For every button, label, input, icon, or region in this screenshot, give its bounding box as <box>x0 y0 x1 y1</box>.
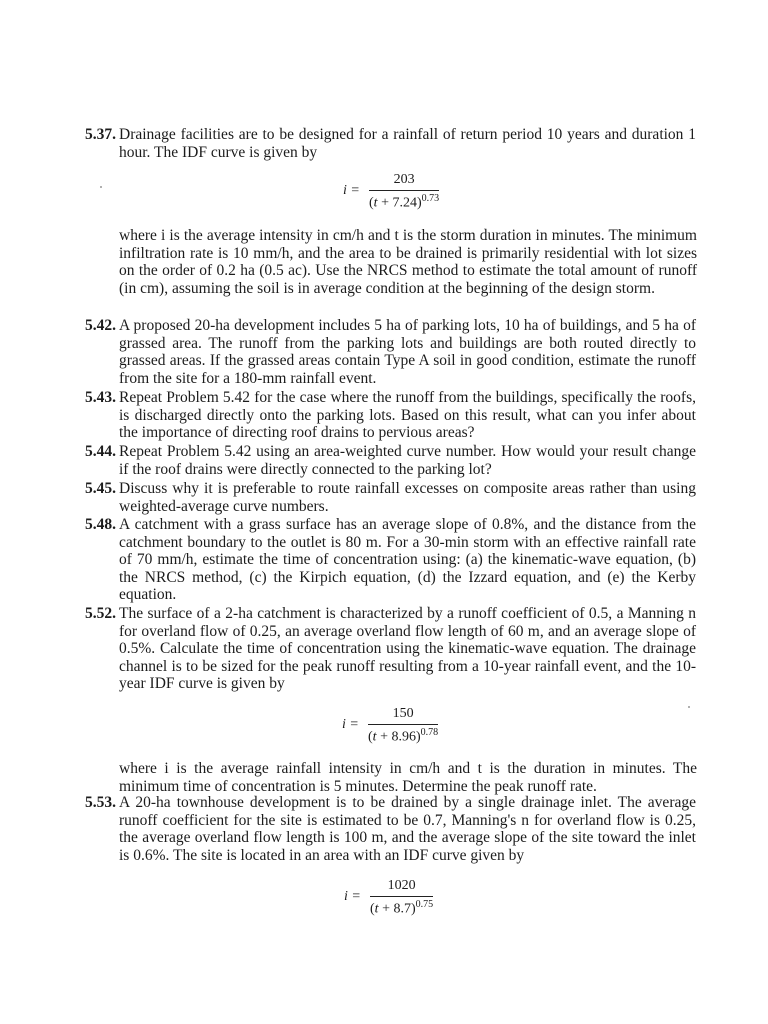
equation-exponent: 0.73 <box>421 193 440 204</box>
problem-number: 5.52. <box>85 605 116 622</box>
equation-variable: t <box>373 195 378 211</box>
problem-number: 5.44. <box>85 443 116 460</box>
equation-lhs: i = <box>344 889 361 904</box>
problem-5-43 <box>72 389 696 442</box>
scan-speck <box>100 186 102 188</box>
problem-5-45 <box>72 480 696 515</box>
problem-number: 5.43. <box>85 389 116 406</box>
problem-text: The surface of a 2-ha catchment is characterized by a runoff coefficient of 0.5, a Manning n for overland flow of 0.25, an average overland flow length of 60 m, and an average slope of 0.5%. Calculate the time of concentration using the kinematic-wave equation. The drainage channel is to be sized for the peak runoff resulting from a 10-year rainfall event, and the 10-year IDF curve is given by <box>119 605 696 693</box>
equation-denominator-rest: + 8.96) <box>376 729 421 745</box>
equation-exponent: 0.78 <box>420 727 439 738</box>
problem-number: 5.37. <box>85 126 116 143</box>
problem-text: A 20-ha townhouse development is to be drained by a single drainage inlet. The average runoff coefficient for the site is estimated to be 0.7, Manning's n for overland flow is 0.25, the average overland flow length is 100 m, and the average slope of the site toward the inlet is 0.6%. The site is located in an area with an IDF curve given by <box>119 794 696 864</box>
idf-equation-2 <box>342 706 542 748</box>
equation-fraction <box>369 172 439 212</box>
equation-denominator: $(t + 8.7)^{0.75}$ <box>370 899 434 917</box>
equation-denominator: $(t + 8.96)^{0.78}$ <box>368 727 439 745</box>
problem-text: Repeat Problem 5.42 for the case where the runoff from the buildings, specifically the roofs, is discharged directly onto the parking lots. Based on this result, what can you infer about the importance of directing roof drains to pervious areas? <box>119 389 696 442</box>
equation-denominator-rest: + 7.24) <box>377 195 422 211</box>
problem-number: 5.42. <box>85 317 116 334</box>
problem-5-37 <box>72 126 696 161</box>
problem-number: 5.53. <box>85 794 116 811</box>
problem-number: 5.45. <box>85 480 116 497</box>
equation-variable: t <box>372 729 377 745</box>
equation-fraction <box>370 878 433 918</box>
equation-denominator: $(t + 7.24)^{0.73}$ <box>369 193 440 211</box>
idf-equation-3 <box>344 878 544 920</box>
problem-5-52-continuation: where i is the average rainfall intensity in cm/h and t is the duration in minutes. The minimum time of concentration is 5 minutes. Determine the peak runoff rate. <box>119 760 697 795</box>
equation-denominator-rest: + 8.7) <box>378 901 416 917</box>
problem-5-42 <box>72 317 696 387</box>
idf-equation-1 <box>343 172 543 214</box>
problem-text: Repeat Problem 5.42 using an area-weighted curve number. How would your result change if the roof drains were directly connected to the parking lot? <box>119 443 696 478</box>
problem-text: Discuss why it is preferable to route rainfall excesses on composite areas rather than using weighted-average curve numbers. <box>119 480 696 515</box>
equation-exponent: 0.75 <box>415 899 434 910</box>
equation-lhs: i = <box>342 717 359 732</box>
equation-numerator: 203 <box>393 172 415 187</box>
equation-variable: t <box>374 901 379 917</box>
equation-fraction <box>368 706 438 746</box>
problem-5-48 <box>72 516 696 604</box>
problem-5-37-continuation: where i is the average intensity in cm/h and t is the storm duration in minutes. The minimum infiltration rate is 10 mm/h, and the area to be drained is primarily residential with lot sizes on the order of 0.2 ha (0.5 ac). Use the NRCS method to estimate the total amount of runoff (in cm), assuming the soil is in average condition at the beginning of the design storm. <box>119 227 697 297</box>
problem-number: 5.48. <box>85 516 116 533</box>
equation-numerator: 1020 <box>387 878 416 893</box>
problem-text: A proposed 20-ha development includes 5 ha of parking lots, 10 ha of buildings, and 5 ha of grassed area. The runoff from the parking lots and buildings are both routed directly to grassed areas. If the grassed areas contain Type A soil in good condition, estimate the runoff from the site for a 180-mm rainfall event. <box>119 317 696 387</box>
equation-numerator: 150 <box>392 706 414 721</box>
problem-5-52 <box>72 605 696 693</box>
scan-speck <box>688 706 690 708</box>
problem-text: A catchment with a grass surface has an average slope of 0.8%, and the distance from the catchment boundary to the outlet is 80 m. For a 30-min storm with an effective rainfall rate of 70 mm/h, estimate the time of concentration using: (a) the kinematic-wave equation, (b) the NRCS method, (c) the Kirpich equation, (d) the Izzard equation, and (e) the Kerby equation. <box>119 516 696 604</box>
problem-5-53 <box>72 794 696 864</box>
equation-lhs: i = <box>343 183 360 198</box>
problem-text: Drainage facilities are to be designed for a rainfall of return period 10 years and duration 1 hour. The IDF curve is given by <box>119 126 696 161</box>
problem-5-44 <box>72 443 696 478</box>
